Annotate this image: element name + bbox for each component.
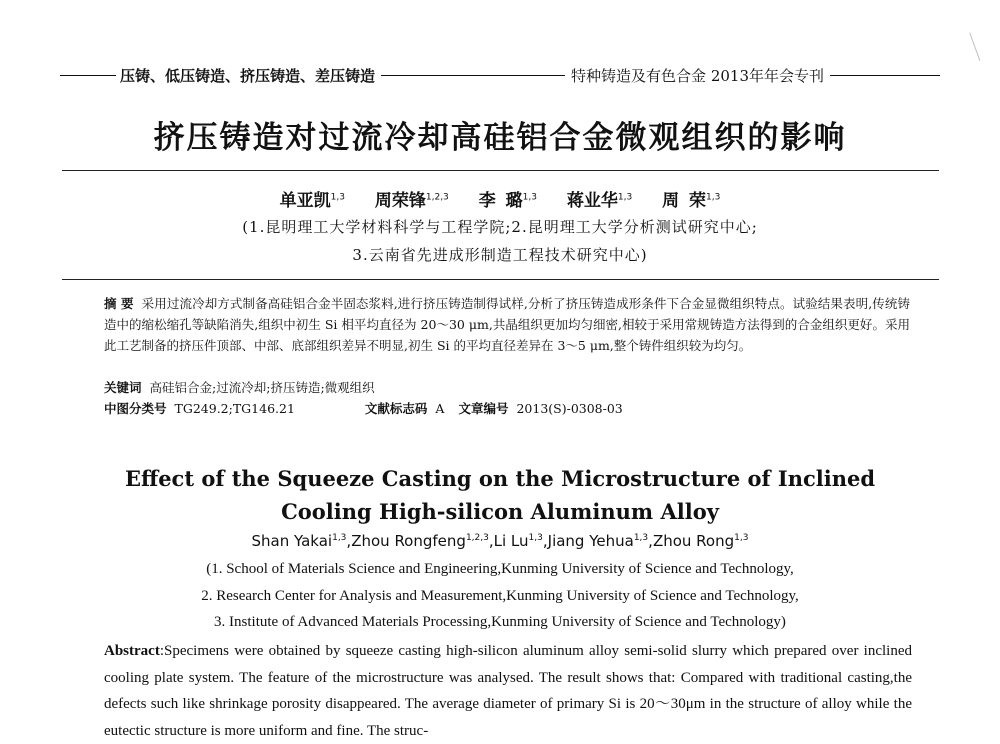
- title-rule-bottom: [62, 279, 939, 280]
- author-en: Shan Yakai$^{1,3}$: [251, 532, 347, 550]
- author-cn: 蒋业华$^{1,3}$: [566, 191, 633, 211]
- title-rule-top: [62, 170, 939, 171]
- doc-code-label: 文献标志码: [364, 401, 428, 416]
- article-number-label: 文章编号: [458, 401, 509, 416]
- author-en: Zhou Rongfeng$^{1,2,3}$: [351, 532, 489, 550]
- running-header: [60, 64, 940, 86]
- abstract-en-text: :Specimens were obtained by squeeze casting high-silicon aluminum alloy semi-solid slurry which prepared over inclined cooling plate system. The feature of the microstructure was analysed. The result shows that: Compared with traditional casting,the defects such like shrinkage porosity disappeared. The average diameter of primary Si is 20～30μm in the structure of alloy while the eutectic structure is more uniform and fine. The struc-: [104, 643, 912, 739]
- paper-title-en-line-2: Cooling High-silicon Aluminum Alloy: [281, 499, 719, 524]
- doc-code-value: A: [435, 401, 445, 416]
- affiliation-cn-line-2: 3.云南省先进成形制造工程技术研究中心): [352, 246, 648, 264]
- author-en: Li Lu$^{1,3}$: [493, 532, 543, 550]
- abstract-cn: [104, 293, 910, 356]
- abstract-en-label: Abstract: [104, 643, 160, 659]
- author-list-cn: [0, 186, 1000, 211]
- abstract-cn-text: 采用过流冷却方式制备高硅铝合金半固态浆料,进行挤压铸造制得试样,分析了挤压铸造成形条件下合金显微组织特点。试验结果表明,传统铸造中的缩松缩孔等缺陷消失,组织中初生 Si 相平均直径为 20～30 μm,共晶组织更加均匀细密,相较于采用常规铸造方法得到的合金组织更好。采用此工艺制备的挤压件顶部、中部、底部组织差异不明显,初生 Si 的平均直径差异在 3～5 μm,整个铸件组织较为均匀。: [104, 296, 910, 353]
- header-section-label: 压铸、低压铸造、挤压铸造、差压铸造: [120, 66, 376, 85]
- affiliation-en-line-1: (1. School of Materials Science and Engineering,Kunming University of Science and Technology,: [206, 561, 794, 577]
- affiliation-en-line-3: 3. Institute of Advanced Materials Processing,Kunming University of Science and Technology): [214, 614, 786, 630]
- clc-value: TG249.2;TG146.21: [174, 401, 295, 416]
- author-cn: 单亚凯$^{1,3}$: [279, 191, 345, 211]
- article-number-value: 2013(S)-0308-03: [516, 401, 623, 416]
- author-cn: 周 荣$^{1,3}$: [662, 191, 721, 211]
- affiliation-cn-line-1: (1.昆明理工大学材料科学与工程学院;2.昆明理工大学分析测试研究中心;: [242, 218, 758, 236]
- header-journal-label: 特种铸造及有色合金 2013年年会专刊: [571, 66, 824, 85]
- header-rule-left: [60, 75, 116, 76]
- keywords-cn-text: 高硅铝合金;过流冷却;挤压铸造;微观组织: [149, 380, 375, 395]
- scan-artifact-mark: [969, 29, 990, 61]
- author-list-en: Shan Yakai$^{1,3}$,Zhou Rongfeng$^{1,2,3}$,Li Lu$^{1,3}$,Jiang Yehua$^{1,3}$,Zhou Rong$^{1,3}$: [251, 532, 749, 550]
- author-cn: 周荣锋$^{1,2,3}$: [374, 191, 449, 211]
- abstract-en: [104, 638, 912, 744]
- keywords-cn: [104, 377, 910, 398]
- classification-line: [104, 398, 910, 419]
- author-en: Jiang Yehua$^{1,3}$: [547, 532, 649, 550]
- header-rule-right: [830, 75, 940, 76]
- paper-title-cn: 挤压铸造对过流冷却高硅铝合金微观组织的影响: [153, 120, 847, 156]
- author-en: Zhou Rong$^{1,3}$: [652, 532, 749, 550]
- abstract-cn-label: 摘 要: [104, 296, 134, 311]
- author-cn: 李 璐$^{1,3}$: [478, 191, 537, 211]
- paper-title-en-line-1: Effect of the Squeeze Casting on the Microstructure of Inclined: [124, 466, 876, 491]
- paper-title-en: [0, 462, 1000, 528]
- header-rule-middle: [381, 75, 565, 76]
- affiliation-en-line-2: 2. Research Center for Analysis and Measurement,Kunming University of Science and Technology,: [201, 588, 799, 604]
- clc-label: 中图分类号: [104, 401, 167, 416]
- keywords-cn-label: 关键词: [104, 380, 142, 395]
